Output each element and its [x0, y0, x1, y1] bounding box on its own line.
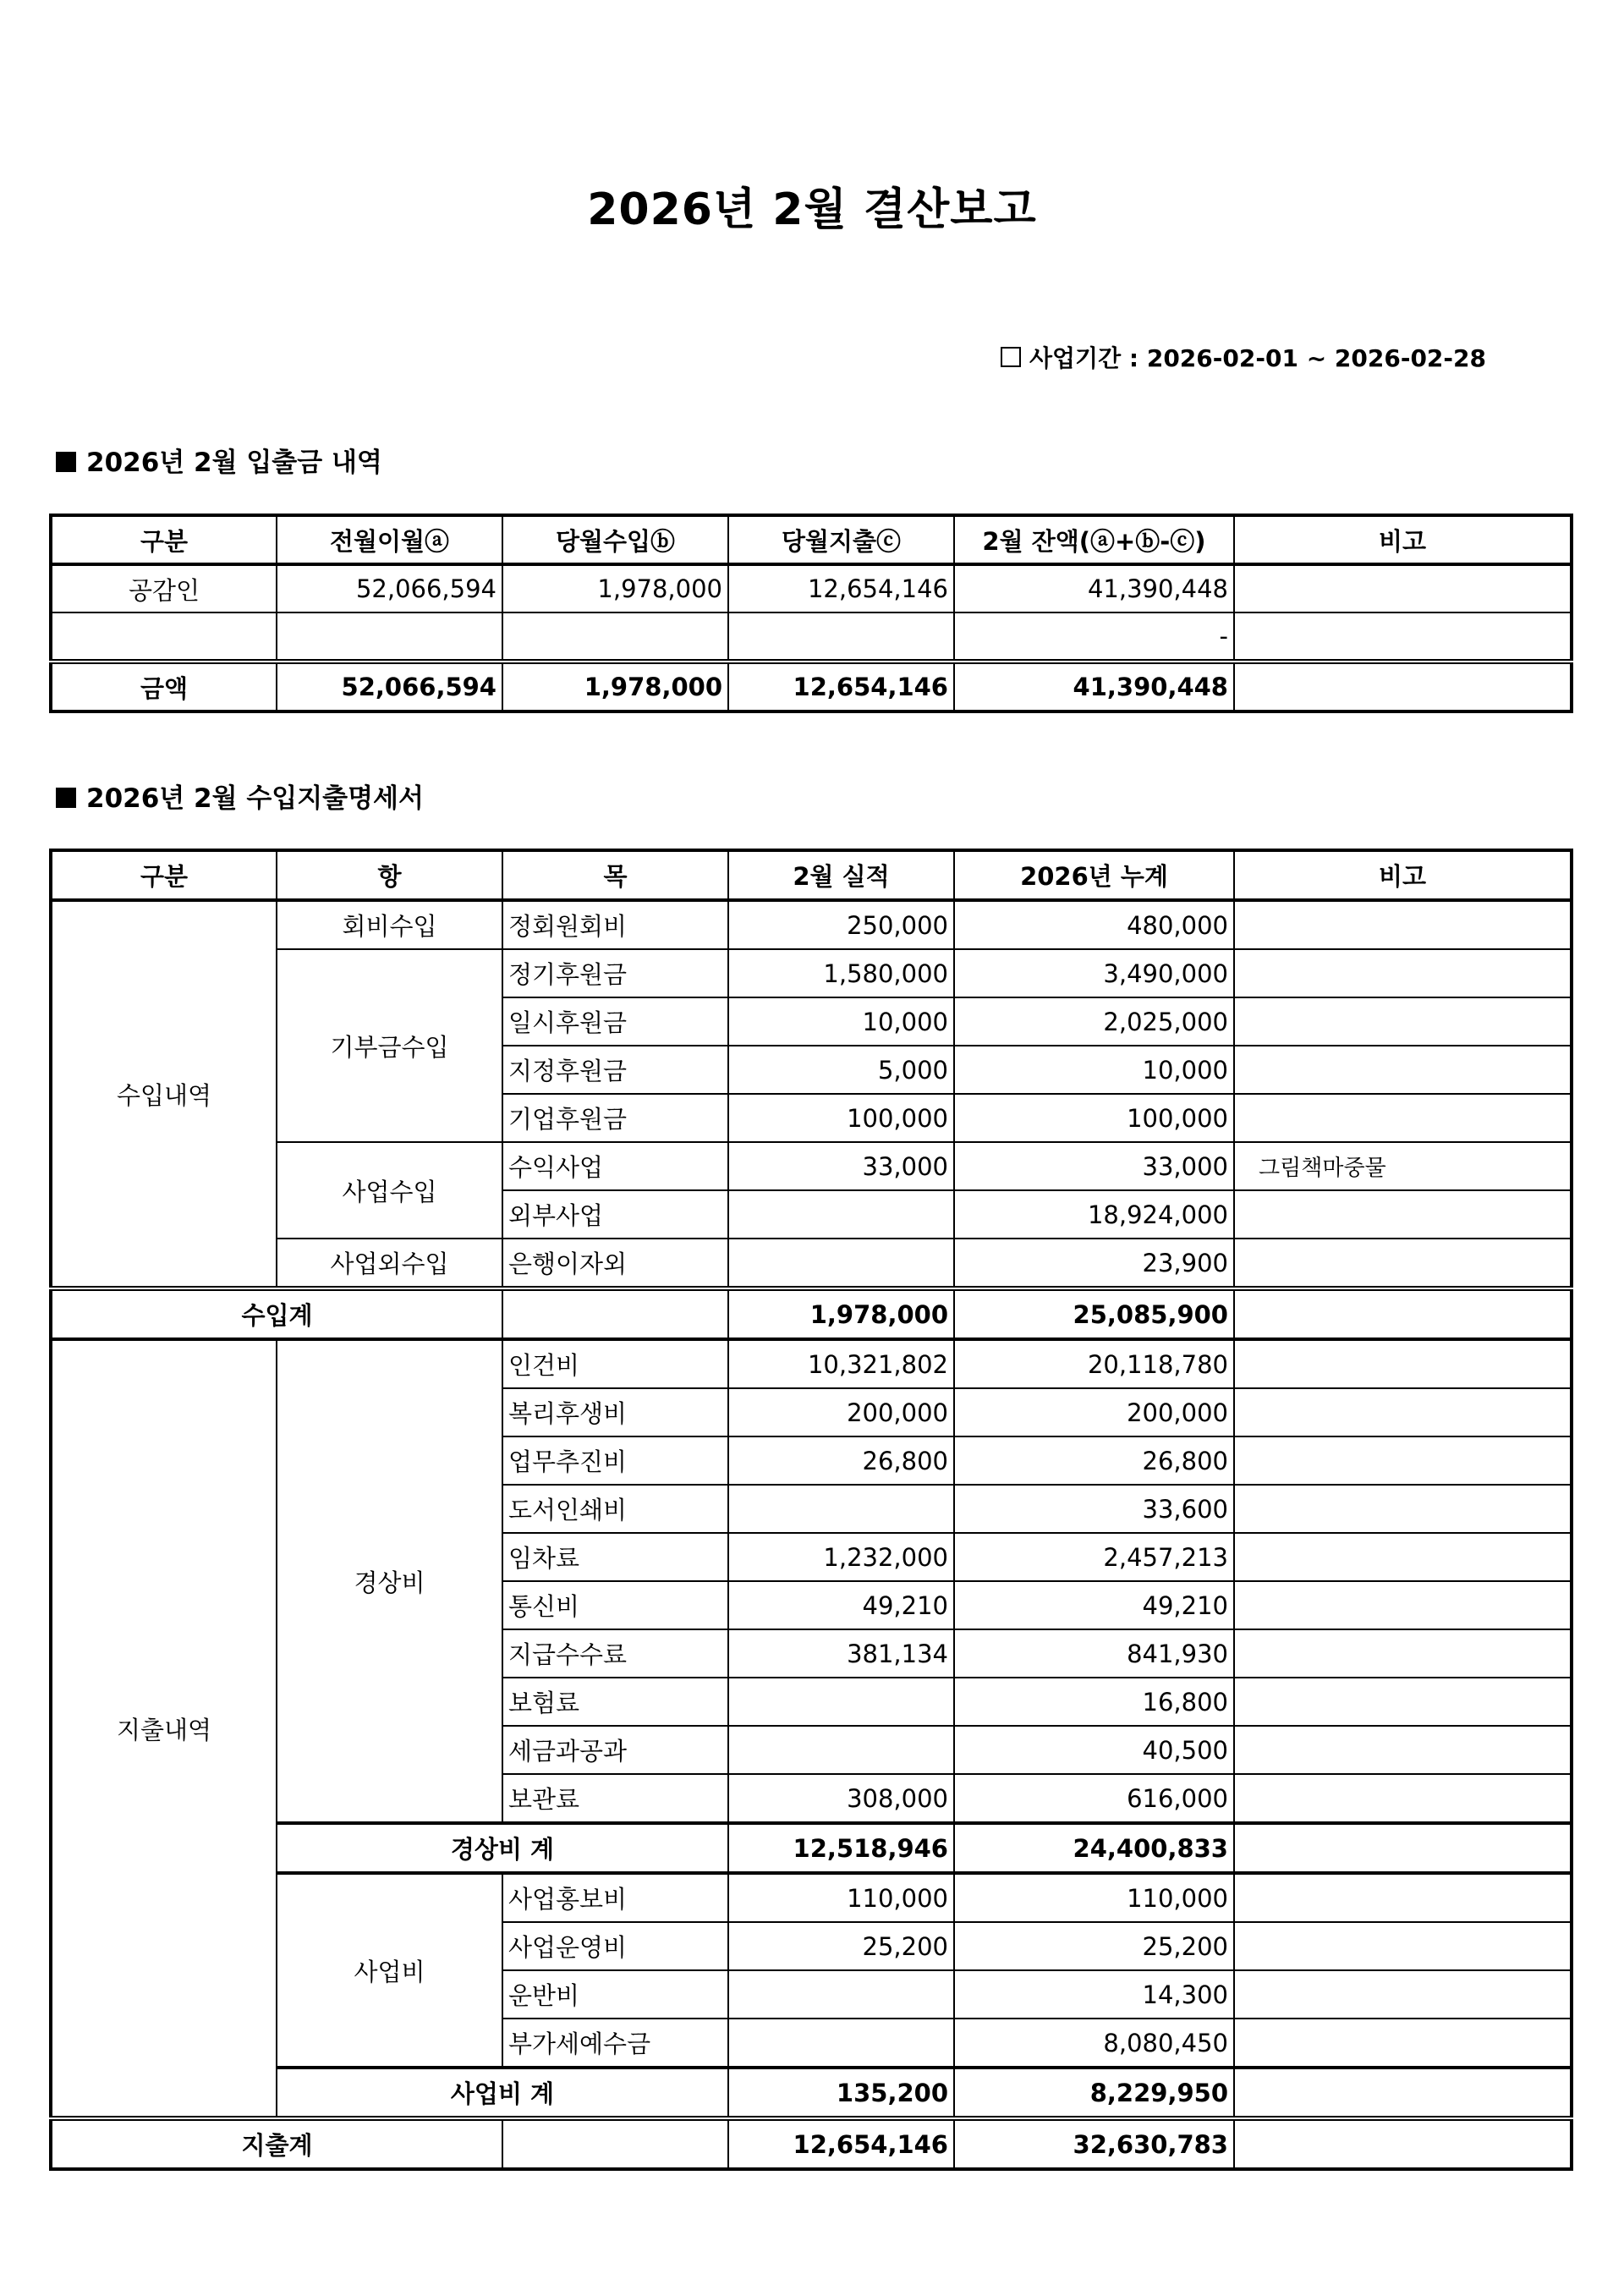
header-cell: 항 [277, 850, 502, 900]
cell [502, 612, 728, 662]
ytd-cell: 16,800 [954, 1678, 1234, 1726]
cell [502, 1288, 728, 1339]
month-cell [728, 2019, 954, 2068]
ytd-cell: 616,000 [954, 1774, 1234, 1823]
ytd-cell: 841,930 [954, 1629, 1234, 1678]
mok-cell: 정회원회비 [502, 900, 728, 949]
ytd-cell: 25,085,900 [954, 1288, 1234, 1339]
note-cell [1234, 1726, 1572, 1774]
note-cell [1234, 1581, 1572, 1629]
mok-cell: 부가세예수금 [502, 2019, 728, 2068]
cell: - [954, 612, 1234, 662]
ytd-cell: 25,200 [954, 1922, 1234, 1970]
month-cell: 10,321,802 [728, 1339, 954, 1388]
note-cell [1234, 949, 1572, 997]
table-row [51, 949, 1572, 997]
month-cell: 12,518,946 [728, 1823, 954, 1873]
header-cell: 2월 잔액(ⓐ+ⓑ-ⓒ) [954, 515, 1234, 564]
subtotal-label-cell: 사업비 계 [277, 2068, 728, 2118]
month-cell [728, 1485, 954, 1533]
note-cell [1234, 2118, 1572, 2169]
ytd-cell: 49,210 [954, 1581, 1234, 1629]
ytd-cell: 24,400,833 [954, 1823, 1234, 1873]
ytd-cell: 200,000 [954, 1388, 1234, 1436]
month-cell: 100,000 [728, 1094, 954, 1142]
ytd-cell: 3,490,000 [954, 949, 1234, 997]
category-cell: 지출내역 [51, 1339, 277, 2118]
subtotal-row [51, 2068, 1572, 2118]
month-cell [728, 1726, 954, 1774]
mok-cell: 복리후생비 [502, 1388, 728, 1436]
month-cell: 25,200 [728, 1922, 954, 1970]
month-cell: 10,000 [728, 997, 954, 1046]
ytd-cell: 110,000 [954, 1873, 1234, 1922]
note-cell [1234, 1823, 1572, 1873]
month-cell: 33,000 [728, 1142, 954, 1190]
ytd-cell: 8,080,450 [954, 2019, 1234, 2068]
ytd-cell: 26,800 [954, 1436, 1234, 1485]
ytd-cell: 2,457,213 [954, 1533, 1234, 1581]
note-cell: 그림책마중물 [1234, 1142, 1572, 1190]
cell: 금액 [51, 662, 277, 711]
mok-cell: 인건비 [502, 1339, 728, 1388]
header-cell: 비고 [1234, 515, 1572, 564]
note-cell [1234, 2019, 1572, 2068]
header-cell: 구분 [51, 515, 277, 564]
black-square-icon [56, 452, 76, 472]
cell [1234, 612, 1572, 662]
mok-cell: 운반비 [502, 1970, 728, 2019]
mok-cell: 보관료 [502, 1774, 728, 1823]
note-cell [1234, 1774, 1572, 1823]
cell: 12,654,146 [728, 564, 954, 612]
mok-cell: 수익사업 [502, 1142, 728, 1190]
black-square-icon [56, 788, 76, 808]
ytd-cell: 23,900 [954, 1239, 1234, 1288]
hang-cell: 경상비 [277, 1339, 502, 1823]
table-row [51, 1873, 1572, 1922]
table-row [51, 564, 1572, 612]
mok-cell: 은행이자외 [502, 1239, 728, 1288]
header-cell: 구분 [51, 850, 277, 900]
note-cell [1234, 1288, 1572, 1339]
month-cell [728, 1190, 954, 1239]
mok-cell: 지급수수료 [502, 1629, 728, 1678]
month-cell: 250,000 [728, 900, 954, 949]
cell [1234, 662, 1572, 711]
hang-cell: 사업수입 [277, 1142, 502, 1239]
table-row [51, 1239, 1572, 1288]
month-cell: 381,134 [728, 1629, 954, 1678]
note-cell [1234, 1436, 1572, 1485]
month-cell [728, 1239, 954, 1288]
month-cell [728, 1678, 954, 1726]
header-cell: 2026년 누계 [954, 850, 1234, 900]
cell: 41,390,448 [954, 564, 1234, 612]
mok-cell: 일시후원금 [502, 997, 728, 1046]
mok-cell: 사업홍보비 [502, 1873, 728, 1922]
note-cell [1234, 1970, 1572, 2019]
ytd-cell: 33,600 [954, 1485, 1234, 1533]
mok-cell: 정기후원금 [502, 949, 728, 997]
note-cell [1234, 1678, 1572, 1726]
cell [277, 612, 502, 662]
header-cell: 목 [502, 850, 728, 900]
business-period-text: 사업기간 : 2026-02-01 ~ 2026-02-28 [1029, 344, 1486, 372]
month-cell: 5,000 [728, 1046, 954, 1094]
month-cell: 110,000 [728, 1873, 954, 1922]
mok-cell: 사업운영비 [502, 1922, 728, 1970]
table-header-row [51, 515, 1572, 564]
cell [728, 612, 954, 662]
mok-cell: 세금과공과 [502, 1726, 728, 1774]
ytd-cell: 10,000 [954, 1046, 1234, 1094]
section-title-cashflow [56, 441, 382, 479]
section-title-text: 2026년 2월 수입지출명세서 [86, 783, 424, 814]
total-label-cell: 지출계 [51, 2118, 502, 2169]
month-cell: 49,210 [728, 1581, 954, 1629]
ytd-cell: 2,025,000 [954, 997, 1234, 1046]
cell: 41,390,448 [954, 662, 1234, 711]
ytd-cell: 100,000 [954, 1094, 1234, 1142]
business-period [1001, 340, 1486, 374]
total-row [51, 662, 1572, 711]
month-cell: 135,200 [728, 2068, 954, 2118]
total-label-cell: 수입계 [51, 1288, 502, 1339]
table-row [51, 612, 1572, 662]
cell: 1,978,000 [502, 662, 728, 711]
month-cell: 308,000 [728, 1774, 954, 1823]
table-row [51, 900, 1572, 949]
ytd-cell: 14,300 [954, 1970, 1234, 2019]
ytd-cell: 33,000 [954, 1142, 1234, 1190]
month-cell: 26,800 [728, 1436, 954, 1485]
note-cell [1234, 997, 1572, 1046]
note-cell [1234, 1046, 1572, 1094]
hang-cell: 회비수입 [277, 900, 502, 949]
mok-cell: 임차료 [502, 1533, 728, 1581]
cell: 12,654,146 [728, 662, 954, 711]
mok-cell: 도서인쇄비 [502, 1485, 728, 1533]
subtotal-label-cell: 경상비 계 [277, 1823, 728, 1873]
checkbox-square-icon [1001, 347, 1021, 367]
subtotal-row [51, 1823, 1572, 1873]
ytd-cell: 18,924,000 [954, 1190, 1234, 1239]
mok-cell: 외부사업 [502, 1190, 728, 1239]
hang-cell: 사업비 [277, 1873, 502, 2068]
note-cell [1234, 1094, 1572, 1142]
note-cell [1234, 1922, 1572, 1970]
category-cell: 수입내역 [51, 900, 277, 1288]
hang-cell: 기부금수입 [277, 949, 502, 1142]
cell [51, 612, 277, 662]
note-cell [1234, 1339, 1572, 1388]
cell [502, 2118, 728, 2169]
cell: 공감인 [51, 564, 277, 612]
section-title-statement [56, 777, 424, 815]
ytd-cell: 8,229,950 [954, 2068, 1234, 2118]
mok-cell: 지정후원금 [502, 1046, 728, 1094]
cell: 1,978,000 [502, 564, 728, 612]
ytd-cell: 480,000 [954, 900, 1234, 949]
note-cell [1234, 2068, 1572, 2118]
header-cell: 전월이월ⓐ [277, 515, 502, 564]
month-cell [728, 1970, 954, 2019]
note-cell [1234, 900, 1572, 949]
note-cell [1234, 1873, 1572, 1922]
cashflow-table [49, 514, 1573, 713]
mok-cell: 보험료 [502, 1678, 728, 1726]
note-cell [1234, 1629, 1572, 1678]
cell: 52,066,594 [277, 564, 502, 612]
hang-cell: 사업외수입 [277, 1239, 502, 1288]
month-cell: 1,978,000 [728, 1288, 954, 1339]
section-title-text: 2026년 2월 입출금 내역 [86, 448, 382, 478]
note-cell [1234, 1533, 1572, 1581]
header-cell: 당월수입ⓑ [502, 515, 728, 564]
expense-total-row [51, 2118, 1572, 2169]
table-row [51, 1142, 1572, 1190]
income-total-row [51, 1288, 1572, 1339]
month-cell: 12,654,146 [728, 2118, 954, 2169]
ytd-cell: 40,500 [954, 1726, 1234, 1774]
note-cell [1234, 1239, 1572, 1288]
note-cell [1234, 1485, 1572, 1533]
header-cell: 비고 [1234, 850, 1572, 900]
page-title: 2026년 2월 결산보고 [587, 184, 1037, 235]
month-cell: 200,000 [728, 1388, 954, 1436]
mok-cell: 업무추진비 [502, 1436, 728, 1485]
header-cell: 2월 실적 [728, 850, 954, 900]
ytd-cell: 20,118,780 [954, 1339, 1234, 1388]
cell [1234, 564, 1572, 612]
note-cell [1234, 1388, 1572, 1436]
header-cell: 당월지출ⓒ [728, 515, 954, 564]
ytd-cell: 32,630,783 [954, 2118, 1234, 2169]
income-expense-table [49, 849, 1573, 2171]
table-row [51, 1339, 1572, 1388]
table-header-row [51, 850, 1572, 900]
cell: 52,066,594 [277, 662, 502, 711]
mok-cell: 통신비 [502, 1581, 728, 1629]
month-cell: 1,580,000 [728, 949, 954, 997]
note-cell [1234, 1190, 1572, 1239]
month-cell: 1,232,000 [728, 1533, 954, 1581]
mok-cell: 기업후원금 [502, 1094, 728, 1142]
